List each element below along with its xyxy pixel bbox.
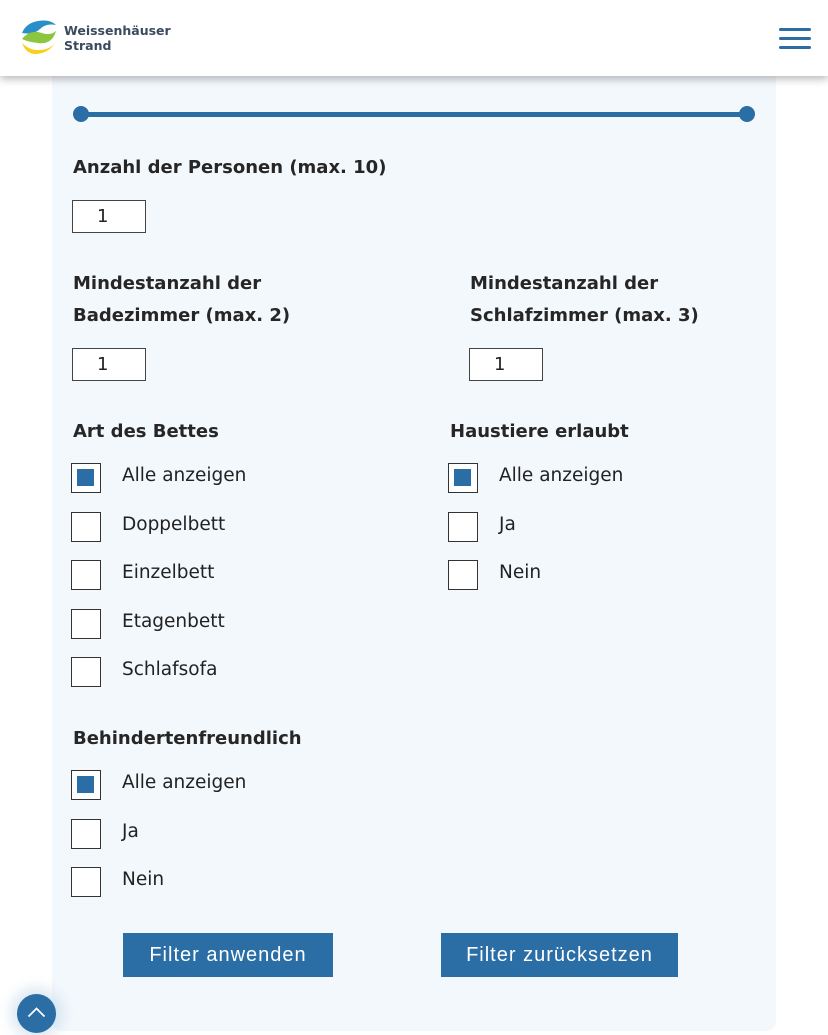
bed-type-option-label: Einzelbett [122, 562, 215, 583]
range-slider-track[interactable] [81, 112, 747, 117]
accessible-option-label: Nein [122, 869, 165, 890]
accessible-option-label: Ja [122, 821, 139, 842]
hamburger-menu-icon[interactable] [779, 28, 811, 50]
bedrooms-label-line-2: Schlafzimmer (max. 3) [470, 305, 699, 326]
wave-logo-icon[interactable] [20, 19, 58, 55]
brand-name[interactable] [64, 23, 171, 53]
pets-checkbox-yes[interactable] [448, 512, 478, 542]
bed-type-checkbox-sofa[interactable] [71, 657, 101, 687]
chevron-up-icon [27, 1006, 46, 1018]
accessible-label: Behindertenfreundlich [73, 728, 302, 749]
bathrooms-input[interactable] [72, 348, 146, 381]
bedrooms-label [470, 268, 699, 332]
bed-type-checkbox-all[interactable] [71, 463, 101, 493]
range-slider-min-handle[interactable] [73, 106, 89, 122]
bed-type-checkbox-bunk[interactable] [71, 609, 101, 639]
pets-checkbox-all[interactable] [448, 463, 478, 493]
apply-filter-button[interactable]: Filter anwenden [123, 933, 333, 977]
bathrooms-label-line-2: Badezimmer (max. 2) [73, 305, 291, 326]
bedrooms-input[interactable] [469, 348, 543, 381]
brand-line-2: Strand [64, 38, 112, 53]
pets-option-label: Alle anzeigen [499, 465, 624, 486]
bed-type-option-label: Etagenbett [122, 611, 225, 632]
pets-option-label: Ja [499, 514, 516, 535]
range-slider-max-handle[interactable] [739, 106, 755, 122]
accessible-checkbox-all[interactable] [71, 770, 101, 800]
pets-checkbox-no[interactable] [448, 560, 478, 590]
bed-type-label: Art des Bettes [73, 421, 219, 442]
pets-label: Haustiere erlaubt [450, 421, 629, 442]
bed-type-checkbox-single[interactable] [71, 560, 101, 590]
pets-option-label: Nein [499, 562, 542, 583]
bedrooms-label-line-1: Mindestanzahl der [470, 273, 659, 294]
bed-type-option-label: Doppelbett [122, 514, 226, 535]
brand-line-1: Weissenhäuser [64, 23, 171, 38]
persons-input[interactable] [72, 200, 146, 233]
bathrooms-label-line-1: Mindestanzahl der [73, 273, 262, 294]
accessible-checkbox-no[interactable] [71, 867, 101, 897]
reset-filter-button[interactable]: Filter zurücksetzen [441, 933, 678, 977]
site-header [0, 0, 828, 76]
accessible-option-label: Alle anzeigen [122, 772, 247, 793]
persons-label: Anzahl der Personen (max. 10) [73, 157, 387, 178]
bathrooms-label [73, 268, 290, 332]
bed-type-checkbox-double[interactable] [71, 512, 101, 542]
scroll-to-top-button[interactable] [17, 994, 56, 1033]
accessible-checkbox-yes[interactable] [71, 819, 101, 849]
bed-type-option-label: Alle anzeigen [122, 465, 247, 486]
bed-type-option-label: Schlafsofa [122, 659, 218, 680]
